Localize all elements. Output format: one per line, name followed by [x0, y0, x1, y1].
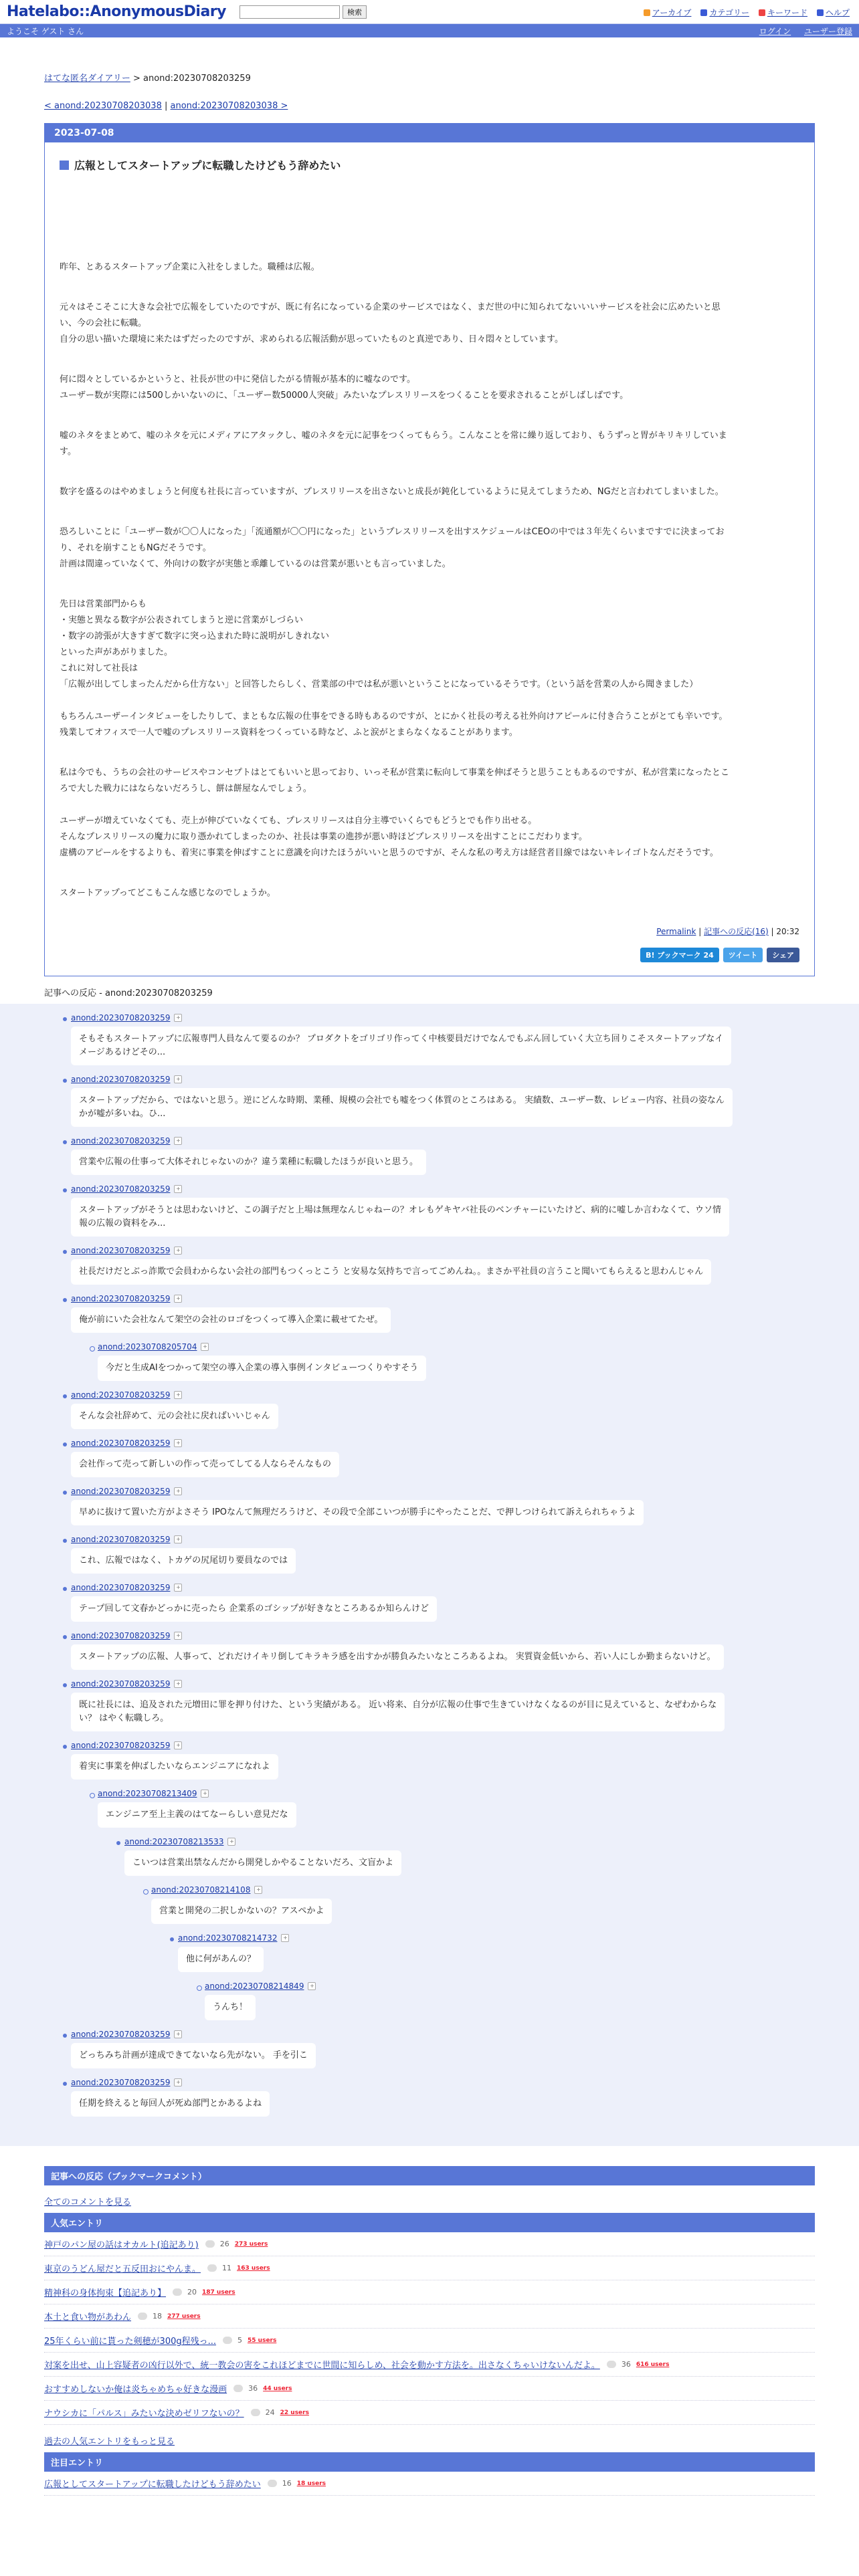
reaction-text: 会社作って売って新しいの作って売ってしてる人ならそんなもの	[71, 1452, 339, 1477]
share-button-1[interactable]: ツイート	[723, 948, 763, 962]
entry-paragraph: スタートアップってどこもこんな感じなのでしょうか。	[60, 888, 276, 898]
diary-entry	[44, 123, 815, 976]
reaction-text: 今だと生成AIをつかって架空の導入企業の導入事例インタビューつくりやすそう	[98, 1356, 426, 1381]
link-icon	[759, 9, 765, 16]
reaction-item	[71, 2030, 815, 2068]
reaction-text: 営業や広報の仕事って大体それじゃないのか？違う業種に転職したほうが良いと思う。	[71, 1150, 426, 1175]
reaction-id-link[interactable]: anond:20230708203259	[71, 1438, 171, 1448]
entry-link[interactable]: 25年くらい前に貰った剣穂が300g程残っ...	[44, 2337, 217, 2347]
bookmark-users[interactable]: 163 users	[237, 2264, 270, 2272]
reaction-text: そもそもスタートアップに広報専門人員なんて要るのか？ プロダクトをゴリゴリ作ってく中核要員だけでなんでもぶん回していく大立ち回りこそスタートアップなイ メージあるけどその...	[71, 1027, 731, 1065]
expand-icon[interactable]: +	[201, 1790, 209, 1798]
bookmark-users[interactable]: 22 users	[280, 2409, 309, 2416]
comment-count: 24	[265, 2408, 275, 2417]
search-button[interactable]: 検索	[343, 5, 367, 19]
entry-footer: Permalink | 記事への反応(16) | 20:32	[656, 927, 799, 936]
entry-row	[44, 2304, 815, 2329]
reaction-id-link[interactable]: anond:20230708205704	[98, 1342, 197, 1352]
entry-paragraph: 先日は営業部門からも ・実態と異なる数字が公表されてしまうと逆に営業がしづらい ・数字の誇張が大きすぎて数字に突っ込まれた時に説明がしきれない といった声があがりました。 これに対して社長は 「広報が出してしまったんだから仕方ない」と回答したらしく、営業部の中では私が悪いということになっているそうです。（という話を営業の人から聞きました） もちろんユーザーインタビューをしたりして、まともな広報の仕事をできる時もあるのですが、とにかく社長の考える社外向けアピールに付き合うことがとても辛いです。 残業してオフィスで一人で嘘のプレスリリース資料をつくっている時など、ふと涙がとまらなくなることがあります。	[60, 599, 728, 738]
reaction-text: スタートアップがそうとは思わないけど、この調子だと上場は無理なんじゃねーの？オレもゲキヤバ社長のベンチャーにいたけど、病的に嘘しか言わなくて、ウソ情 報の広報の資料をみ...	[71, 1198, 729, 1237]
entry-paragraph: 恐ろしいことに「ユーザー数が〇〇人になった」「流通額が〇〇円になった」というプレスリリースを出すスケジュールはCEOの中では３年先くらいまですでに決まってお り、それを崩すこともNGだそうです。 計画は間違っていなくて、外向けの数字が実態と乖離しているのは営業が悪いとも言っていました。	[60, 527, 725, 569]
header-link-3[interactable]: ヘルプ	[817, 7, 850, 18]
reaction-item	[71, 1679, 815, 1731]
comment-count: 20	[187, 2288, 197, 2296]
link-icon	[644, 9, 650, 16]
reaction-id-link[interactable]: anond:20230708203259	[71, 1679, 171, 1689]
reaction-id-link[interactable]: anond:20230708203259	[71, 1294, 171, 1303]
reaction-item	[71, 1075, 815, 1127]
reaction-text: 社長だけだとぶっ詐欺で会員わからない会社の部門もつくっとこう と安易な気持ちで言ってごめんね。。まさか平社員の言うこと聞いてもらえると思わんじゃん	[71, 1259, 711, 1285]
bookmark-users[interactable]: 277 users	[167, 2313, 201, 2320]
expand-icon[interactable]: +	[174, 1247, 182, 1255]
entry-text	[60, 259, 799, 901]
comment-count: 26	[219, 2240, 229, 2248]
entry-row	[44, 2280, 815, 2304]
bookmark-users[interactable]: 273 users	[234, 2240, 268, 2248]
reaction-item	[98, 1789, 815, 1828]
bookmark-comments-header: 記事への反応（ブックマークコメント）	[44, 2166, 815, 2185]
reaction-item	[151, 1885, 815, 1924]
comment-icon	[173, 2288, 182, 2296]
breadcrumb: はてな匿名ダイアリー > anond:20230708203259	[44, 74, 251, 84]
reaction-text: 既に社長には、追及された元増田に罪を押り付けた、という実績がある。 近い将来、自分が広報の仕事で生きていけなくなるのが目に見えていると、なぜわからな い？ はやく転職しろ。	[71, 1693, 725, 1731]
main-content	[0, 37, 859, 2496]
reaction-item	[71, 1184, 815, 1237]
reaction-id-link[interactable]: anond:20230708203259	[71, 2078, 171, 2087]
entry-date: 2023-07-08	[45, 124, 814, 142]
expand-icon[interactable]: +	[174, 1680, 182, 1688]
reaction-item	[71, 1390, 815, 1429]
expand-icon[interactable]: +	[174, 1185, 182, 1193]
bookmark-users[interactable]: 18 users	[296, 2480, 326, 2487]
reaction-text: 営業と開発の二択しかないの？アスペかよ	[151, 1899, 332, 1924]
reaction-text: エンジニア至上主義のはてなーらしい意見だな	[98, 1802, 296, 1828]
reaction-item	[71, 1487, 815, 1525]
share-button-0[interactable]: B! ブックマーク 24	[640, 948, 719, 962]
popular-entries-list	[44, 2232, 815, 2425]
expand-icon[interactable]: +	[174, 1741, 182, 1749]
reaction-id-link[interactable]: anond:20230708203259	[71, 1075, 171, 1084]
reaction-item	[71, 1438, 815, 1477]
expand-icon[interactable]: +	[308, 1982, 316, 1990]
reaction-item	[71, 1246, 815, 1285]
entry-row	[44, 2256, 815, 2280]
entry-pager: < anond:20230708203038 | anond:20230708203038 >	[44, 101, 288, 111]
top-header	[0, 0, 859, 24]
reaction-text: 任期を終えると毎回人が死ぬ部門とかあるよね	[71, 2091, 270, 2117]
site-logo[interactable]: Hatelabo::AnonymousDiary	[7, 3, 226, 20]
title-square-icon	[60, 160, 69, 170]
reaction-item	[71, 1294, 815, 1333]
reaction-item	[71, 1741, 815, 1780]
reaction-id-link[interactable]: anond:20230708203259	[71, 1631, 171, 1640]
header-link-1[interactable]: カテゴリー	[700, 7, 749, 18]
expand-icon[interactable]: +	[174, 1487, 182, 1495]
comment-icon	[207, 2264, 217, 2272]
reaction-id-link[interactable]: anond:20230708203259	[71, 1390, 171, 1400]
expand-icon[interactable]: +	[174, 1632, 182, 1640]
search-form	[240, 5, 367, 19]
permalink-link[interactable]: Permalink	[656, 927, 696, 936]
reaction-id-link[interactable]: anond:20230708214732	[178, 1933, 278, 1943]
bookmark-users[interactable]: 55 users	[248, 2337, 277, 2344]
expand-icon[interactable]: +	[174, 1295, 182, 1303]
entry-row	[44, 2401, 815, 2425]
comment-icon	[251, 2409, 260, 2416]
entry-link[interactable]: 対案を出せ、山上容疑者の凶行以外で、統一教会の害をこれほどまでに世間に知らしめ、社会を動かす方法を。出さなくちゃいけないんだよ。	[44, 2361, 600, 2371]
breadcrumb-home[interactable]: はてな匿名ダイアリー	[44, 74, 130, 84]
entry-paragraph: 嘘のネタをまとめて、嘘のネタを元にメディアにアタックし、嘘のネタを元に記事をつくってもらう。こんなことを常に繰り返しており、もうずっと胃がキリキリしていま す。	[60, 431, 727, 457]
prev-entry-link[interactable]: < anond:20230708203038	[44, 101, 162, 111]
comment-count: 5	[237, 2336, 243, 2345]
reactions-title: 記事への反応 - anond:20230708203259	[44, 988, 213, 998]
expand-icon[interactable]: +	[254, 1886, 262, 1894]
comment-icon	[607, 2361, 616, 2368]
entry-paragraph: 私は今でも、うちの会社のサービスやコンセプトはとてもいいと思っており、いっそ私が営業に転向して事業を伸ばそうと思うこともあるのですが、私が営業になったとこ ろで大した戦力にはならないだろうし、餅は餅屋なんでしょう。 ユーザーが増えていなくても、売上が伸びていなくても、プレスリリースは自分主導でいくらでもどうとでも作り出せる。 そんなプレスリリースの魔力に取り憑かれてしまったのか、社長は事業の進捗が悪い時ほどプレスリリースを出すことにこだわります。 虚構のアピールをするよりも、着実に事業を伸ばすことに意識を向けたほうがいいと思うのですが、そんな私の考え方は経営者目線ではないキレイゴトなんだそうです。	[60, 768, 730, 858]
entry-link[interactable]: おすすめしないか俺は炎ちゃめちゃ好きな漫画	[44, 2385, 227, 2395]
reaction-text: これ、広報ではなく、トカゲの尻尾切り要員なのでは	[71, 1548, 296, 1574]
reaction-id-link[interactable]: anond:20230708203259	[71, 2030, 171, 2039]
entry-row	[44, 2472, 815, 2496]
entry-link[interactable]: 精神科の身体拘束【追記あり】	[44, 2288, 167, 2298]
comment-count: 36	[248, 2384, 258, 2393]
header-link-2[interactable]: キーワード	[759, 7, 807, 18]
reaction-id-link[interactable]: anond:20230708203259	[71, 1487, 171, 1496]
reaction-text: うんち！	[205, 1995, 256, 2020]
reaction-item	[71, 1013, 815, 1065]
expand-icon[interactable]: +	[174, 1391, 182, 1399]
all-comments-link[interactable]: 全てのコメントを見る	[44, 2197, 132, 2208]
entry-paragraph: 数字を盛るのはやめましょうと何度も社長に言っていますが、プレスリリースを出さないと成長が鈍化しているように見えてしまうため、NGだと言われてしまいました。	[60, 487, 724, 497]
comment-count: 18	[153, 2312, 163, 2321]
entry-link[interactable]: 本土と食い物があわん	[44, 2313, 132, 2323]
expand-icon[interactable]: +	[174, 2078, 182, 2086]
expand-icon[interactable]: +	[174, 1584, 182, 1592]
reaction-id-link[interactable]: anond:20230708213533	[124, 1837, 224, 1846]
reaction-item	[71, 1583, 815, 1622]
reaction-item	[205, 1981, 815, 2020]
entry-link[interactable]: 東京のうどん屋だと五反田おにやんま。	[44, 2264, 201, 2274]
reaction-item	[71, 2078, 815, 2117]
reaction-text: 早めに抜けて置いた方がよさそう IPOなんて無理だろうけど、その段で全部こいつが勝手にやったことだ、で押しつけられて訴えられちゃうよ	[71, 1500, 644, 1525]
bookmark-users[interactable]: 616 users	[636, 2361, 670, 2368]
reaction-id-link[interactable]: anond:20230708203259	[71, 1535, 171, 1544]
entry-time: 20:32	[776, 927, 799, 936]
expand-icon[interactable]: +	[174, 2030, 182, 2038]
comment-count: 11	[222, 2264, 232, 2272]
entry-link[interactable]: 広報としてスタートアップに転職したけどもう辞めたい	[44, 2480, 261, 2490]
search-input[interactable]	[240, 5, 340, 19]
reaction-id-link[interactable]: anond:20230708203259	[71, 1741, 171, 1750]
reactions-list	[0, 1004, 859, 2146]
entry-link[interactable]: 神戸のパン屋の話はオカルト(追記あり)	[44, 2240, 199, 2250]
expand-icon[interactable]: +	[281, 1934, 289, 1942]
entry-row	[44, 2377, 815, 2401]
entry-title: 広報としてスタートアップに転職したけどもう辞めたい	[60, 157, 799, 173]
expand-icon[interactable]: +	[174, 1014, 182, 1022]
welcome-text: ようこそ ゲスト さん	[7, 26, 84, 36]
reaction-item	[71, 1136, 815, 1175]
expand-icon[interactable]: +	[201, 1343, 209, 1351]
more-popular-link[interactable]: 過去の人気エントリをもっと見る	[44, 2437, 175, 2447]
reaction-text: スタートアップだから、ではないと思う。逆にどんな時期、業種、規模の会社でも嘘をつく体質のところはある。 実績数、ユーザー数、レビュー内容、社員の姿なん かが嘘が多いね。ひ...	[71, 1088, 733, 1127]
reaction-item	[71, 1535, 815, 1574]
breadcrumb-current: anond:20230708203259	[143, 74, 251, 84]
comment-count: 16	[282, 2479, 292, 2488]
reaction-item	[98, 1342, 815, 1381]
header-links	[644, 7, 850, 18]
reaction-id-link[interactable]: anond:20230708203259	[71, 1184, 171, 1194]
bookmark-users[interactable]: 44 users	[263, 2385, 292, 2392]
reaction-id-link[interactable]: anond:20230708203259	[71, 1013, 171, 1023]
bookmark-users[interactable]: 187 users	[202, 2288, 235, 2296]
reaction-id-link[interactable]: anond:20230708214849	[205, 1981, 304, 1991]
login-link[interactable]: ログイン	[759, 26, 791, 36]
reaction-text: どっちみち計画が達成できてないなら先がない。 手を引こ	[71, 2043, 316, 2068]
comment-icon	[223, 2337, 232, 2344]
reaction-text: 他に何があんの？	[178, 1947, 264, 1972]
reaction-text: テープ回して文春かどっかに売ったら 企業系のゴシップが好きなところあるか知らんけど	[71, 1596, 437, 1622]
reaction-text: そんな会社辞めて、元の会社に戻ればいいじゃん	[71, 1404, 278, 1429]
entry-row	[44, 2329, 815, 2353]
link-icon	[700, 9, 707, 16]
featured-entries-header: 注目エントリ	[44, 2452, 815, 2472]
link-icon	[817, 9, 824, 16]
next-entry-link[interactable]: anond:20230708203038 >	[170, 101, 288, 111]
comment-icon	[205, 2240, 215, 2248]
reaction-text: 着実に事業を伸ばしたいならエンジニアになれよ	[71, 1754, 278, 1780]
reaction-text: 俺が前にいた会社なんて架空の会社のロゴをつくって導入企業に載せてたぜ。	[71, 1307, 391, 1333]
popular-entries-header: 人気エントリ	[44, 2213, 815, 2232]
comment-count: 36	[621, 2360, 631, 2369]
comment-icon	[138, 2313, 147, 2320]
expand-icon[interactable]: +	[174, 1075, 182, 1083]
expand-icon[interactable]: +	[174, 1137, 182, 1145]
entry-paragraph: 昨年、とあるスタートアップ企業に入社をしました。職種は広報。	[60, 262, 320, 272]
reaction-item	[178, 1933, 815, 1972]
sub-header	[0, 24, 859, 37]
entry-link[interactable]: ナウシカに「パルス」みたいな決めゼリフないの？	[44, 2409, 244, 2419]
reaction-item	[124, 1837, 815, 1876]
entry-row	[44, 2353, 815, 2377]
reaction-id-link[interactable]: anond:20230708203259	[71, 1246, 171, 1255]
header-link-0[interactable]: アーカイブ	[644, 7, 692, 18]
reaction-id-link[interactable]: anond:20230708203259	[71, 1136, 171, 1146]
reactions-link[interactable]: 記事への反応(16)	[704, 927, 769, 936]
entry-row	[44, 2232, 815, 2256]
expand-icon[interactable]: +	[174, 1535, 182, 1543]
expand-icon[interactable]: +	[174, 1439, 182, 1447]
share-buttons	[60, 948, 799, 962]
expand-icon[interactable]: +	[227, 1838, 235, 1846]
comment-icon	[268, 2480, 277, 2487]
reaction-id-link[interactable]: anond:20230708213409	[98, 1789, 197, 1798]
reaction-text: こいつは営業出禁なんだから開発しかやることないだろ、文盲かよ	[124, 1850, 401, 1876]
share-button-2[interactable]: シェア	[767, 948, 799, 962]
reaction-text: スタートアップの広報、人事って、どれだけイキリ倒してキラキラ感を出すかが勝負みたいなところあるよね。 実質資金低いから、若い人にしか勤まらないけど。	[71, 1644, 724, 1670]
entry-paragraph: 何に悶々としているかというと、社長が世の中に発信したがる情報が基本的に嘘なのです。 ユーザー数が実際には500しかいないのに、「ユーザー数50000人突破」みたいなプレスリリースをつくることを要求されることがしばしばです。	[60, 374, 629, 401]
reaction-item	[71, 1631, 815, 1670]
comment-icon	[233, 2385, 243, 2392]
reaction-id-link[interactable]: anond:20230708214108	[151, 1885, 251, 1895]
entry-paragraph: 元々はそこそこに大きな会社で広報をしていたのですが、既に有名になっている企業のサービスではなく、まだ世の中に知られてないいいサービスを社会に広めたいと思 い、今の会社に転職。 自分の思い描いた環境に来たはずだったのですが、求められる広報活動が思っていたものと真逆であり、日々悶々としています。	[60, 302, 721, 344]
featured-entries-list	[44, 2472, 815, 2496]
register-link[interactable]: ユーザー登録	[803, 26, 852, 36]
reaction-id-link[interactable]: anond:20230708203259	[71, 1583, 171, 1592]
